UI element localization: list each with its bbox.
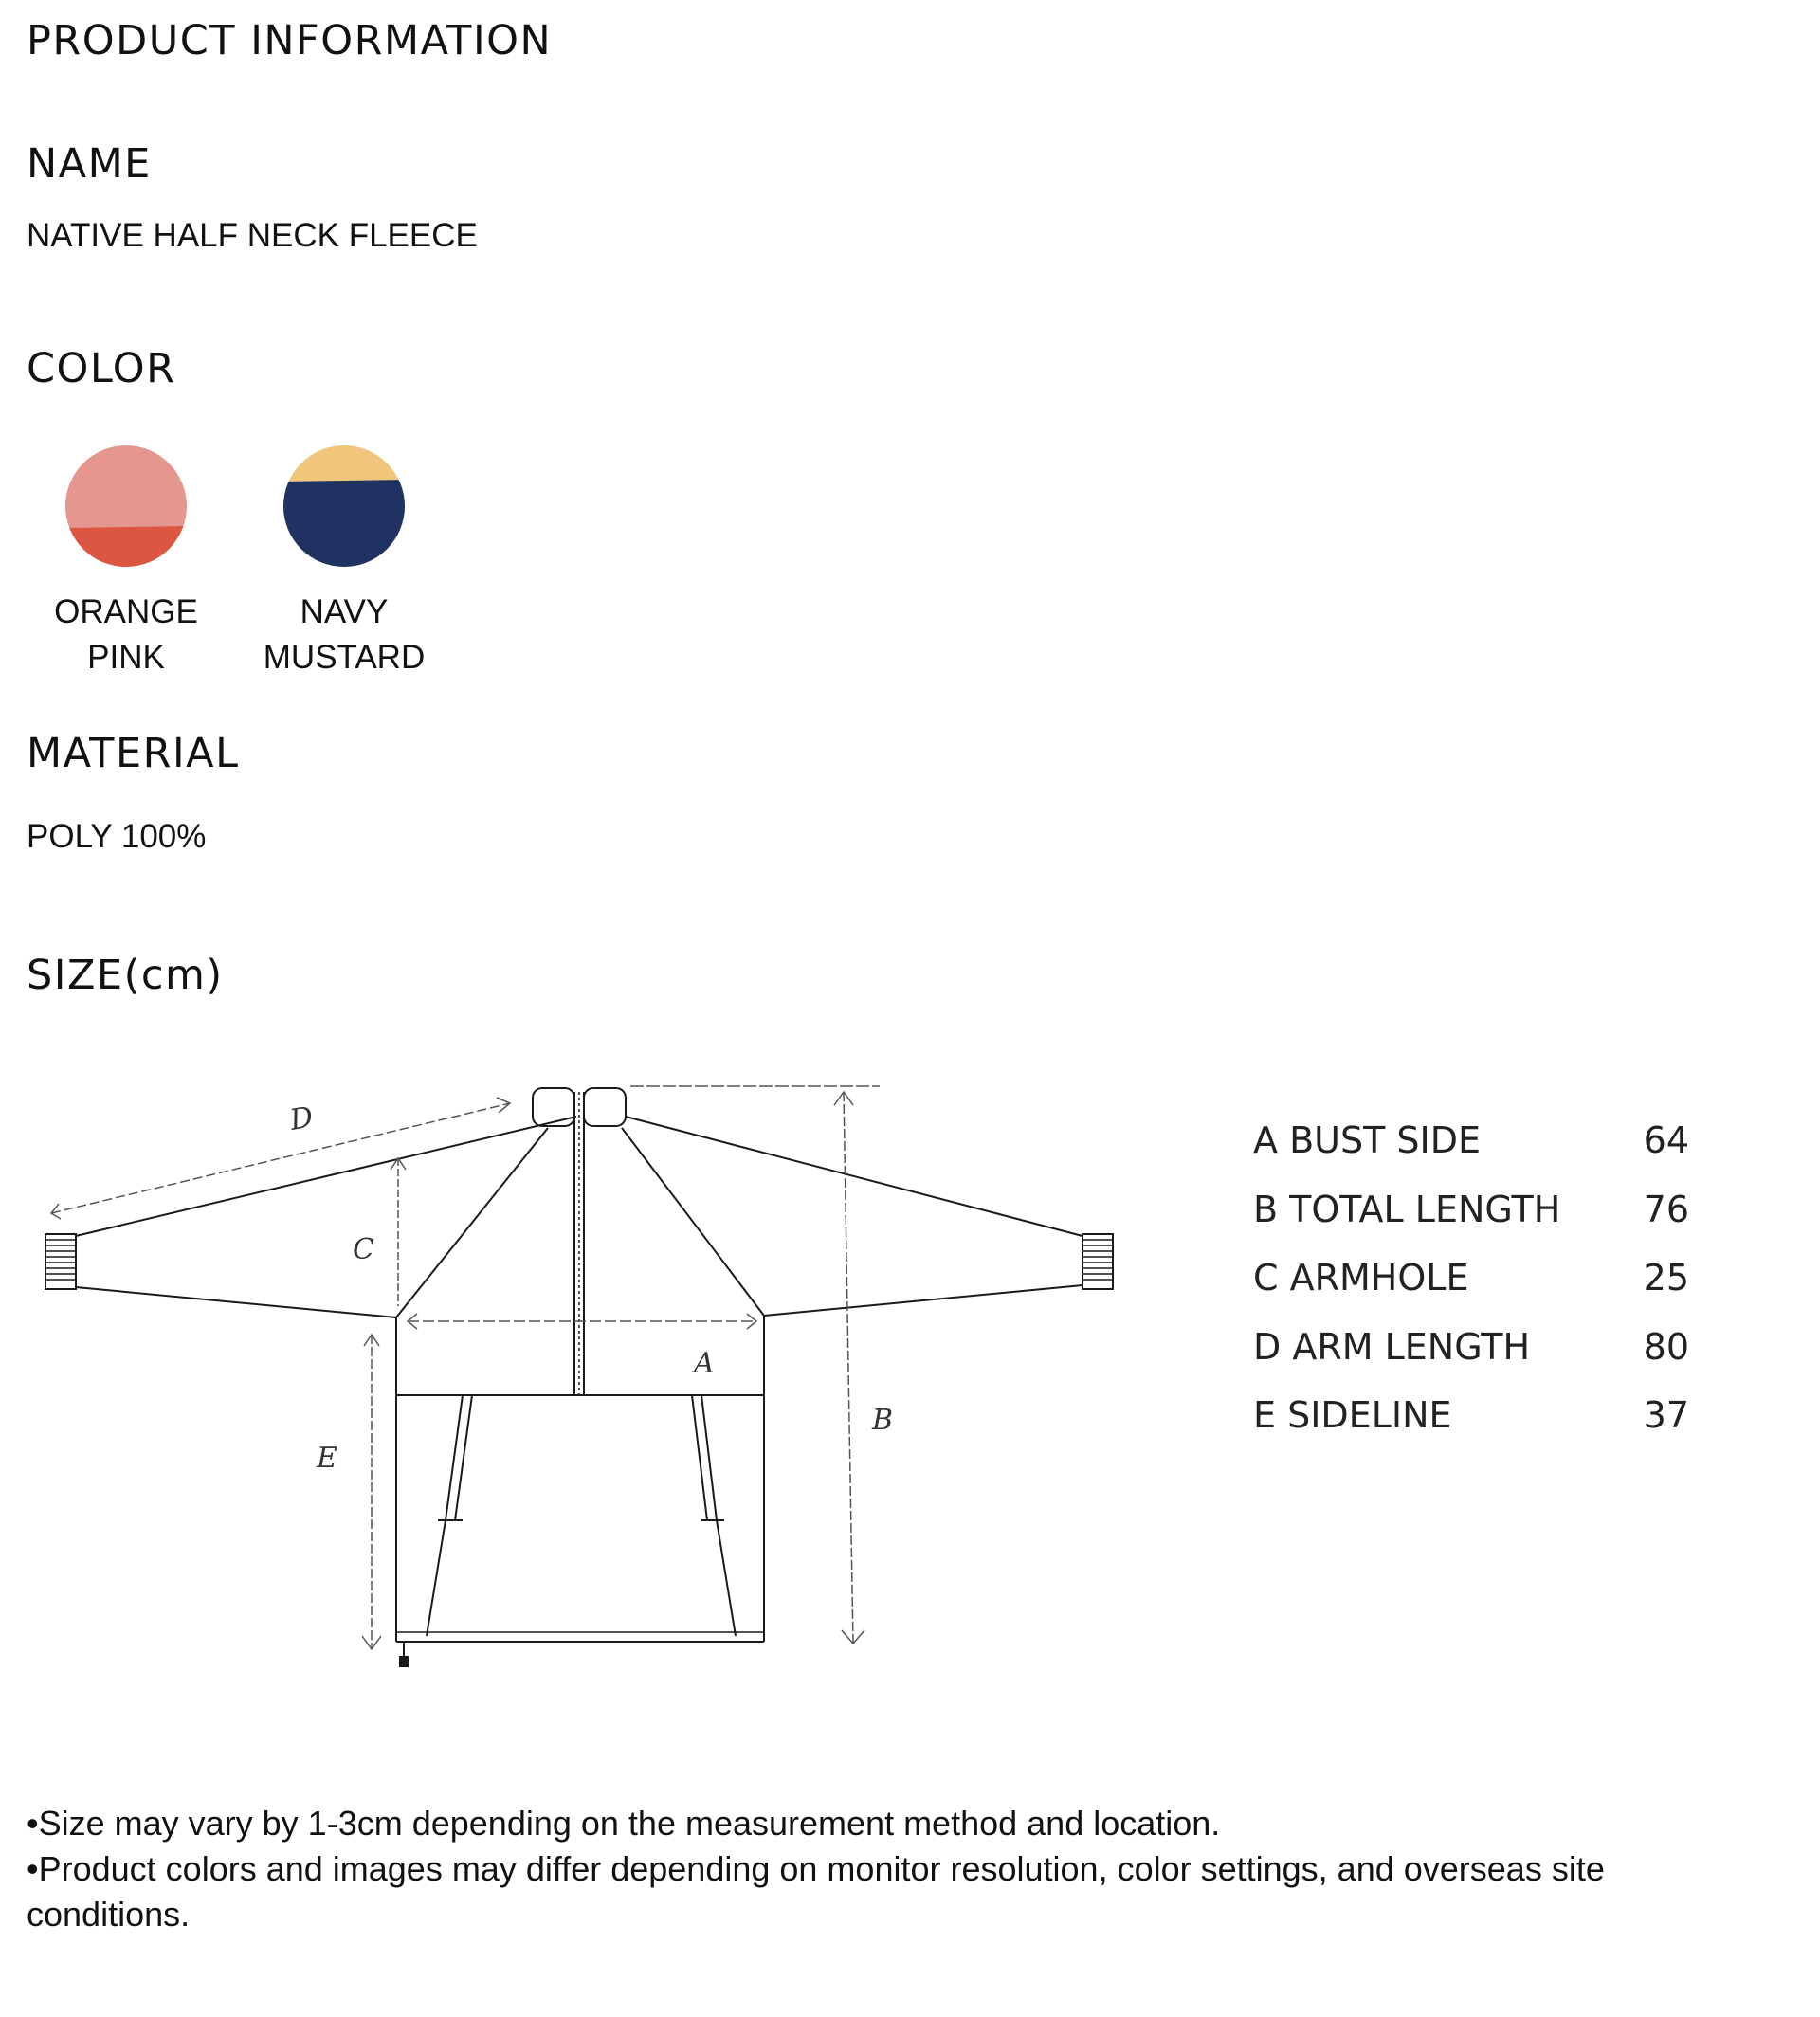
size-label: B TOTAL LENGTH — [1253, 1188, 1561, 1230]
size-row — [1253, 1117, 1689, 1186]
note-line: •Size may vary by 1-3cm depending on the measurement method and location. — [27, 1804, 1221, 1843]
diagram-label-e: E — [317, 1442, 337, 1475]
size-row — [1253, 1254, 1689, 1323]
size-value: 76 — [1643, 1188, 1689, 1230]
size-row — [1253, 1186, 1689, 1255]
size-row — [1253, 1391, 1689, 1461]
page-title: PRODUCT INFORMATION — [27, 17, 553, 64]
size-value: 80 — [1643, 1325, 1689, 1368]
color-option-navy-mustard — [235, 445, 453, 681]
diagram-label-b: B — [872, 1404, 894, 1437]
color-label-line: PINK — [87, 639, 165, 676]
size-label: D ARM LENGTH — [1253, 1325, 1531, 1368]
color-heading: COLOR — [27, 345, 176, 392]
size-diagram — [38, 1071, 1138, 1678]
right-sleeve — [626, 1117, 1113, 1316]
size-notes — [27, 1801, 1752, 1937]
material-value: POLY 100% — [27, 818, 207, 855]
size-value: 64 — [1643, 1119, 1689, 1161]
size-value: 37 — [1643, 1394, 1689, 1436]
color-label-line: MUSTARD — [263, 639, 426, 676]
size-heading: SIZE(cm) — [27, 952, 224, 999]
color-label-line: NAVY — [300, 593, 389, 630]
size-label: E SIDELINE — [1253, 1394, 1452, 1436]
diagram-label-c: C — [353, 1233, 374, 1266]
size-label: C ARMHOLE — [1253, 1257, 1469, 1299]
product-name: NATIVE HALF NECK FLEECE — [27, 217, 478, 254]
color-label-line: ORANGE — [54, 593, 198, 630]
color-swatch — [65, 445, 187, 567]
color-label — [235, 590, 453, 681]
material-heading: MATERIAL — [27, 730, 240, 777]
size-value: 25 — [1643, 1257, 1689, 1299]
size-table — [1253, 1117, 1689, 1461]
diagram-label-d: D — [287, 1100, 317, 1137]
diagram-label-a: A — [694, 1347, 715, 1380]
size-label: A BUST SIDE — [1253, 1119, 1481, 1161]
size-row — [1253, 1323, 1689, 1392]
color-option-orange-pink — [17, 445, 235, 681]
left-sleeve — [46, 1117, 576, 1317]
color-swatch — [283, 445, 405, 567]
note-line: •Product colors and images may differ depending on monitor resolution, color settings, and overseas site conditions. — [27, 1849, 1605, 1934]
color-label — [17, 590, 235, 681]
measurement-guides — [51, 1086, 880, 1649]
name-heading: NAME — [27, 140, 152, 188]
